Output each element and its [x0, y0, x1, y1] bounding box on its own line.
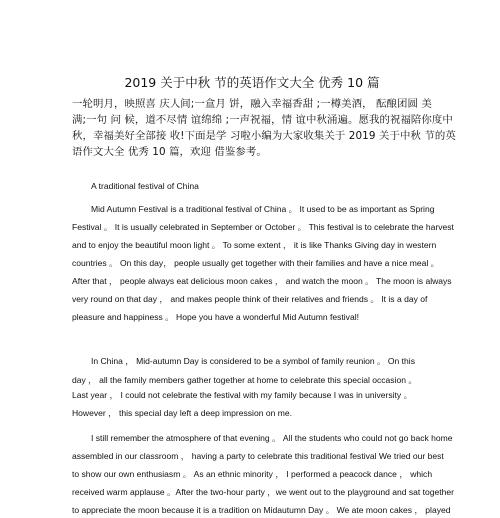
paragraph-line: Last year ， I could not celebrate the festival with my family because I was in university 。: [72, 390, 413, 400]
intro-line: 满;一句 问 候，道不尽情 谊绵绵 ;一声祝福，情 谊中秋涌遍。愿我的祝福陪你度中: [72, 114, 453, 126]
paragraph-line: to appreciate the moon because it is a tradition on Midautumn Day 。 We ate moon cakes ， played: [72, 505, 451, 515]
paragraph-line: and to enjoy the beautiful moon light 。 To some extent ， it is like Thanks Giving day in western: [72, 240, 437, 250]
paragraph-line: received warm applause 。After the two-hour party ，we went out to the playground and sat together: [72, 487, 454, 497]
paragraph-line: day ， all the family members gather together at home to celebrate this special occasion 。: [72, 375, 417, 385]
paragraph-line: However ， this special day left a deep impression on me.: [72, 408, 292, 418]
paragraph-line: Mid Autumn Festival is a traditional festival of China 。 It used to be as important as Spring: [91, 204, 435, 214]
intro-line: 语作文大全 优秀 10 篇，欢迎 借鉴参考。: [72, 146, 267, 158]
paragraph-line: After that ， people always eat delicious moon cakes ， and watch the moon 。 The moon is always: [72, 276, 452, 286]
paragraph-line: very round on that day ， and makes people think of their relatives and friends 。 It is a day of: [72, 294, 428, 304]
essay-title: A traditional festival of China: [91, 181, 199, 191]
paragraph-line: to show our own enthusiasm 。 As an ethnic minority ， I performed a peacock dance ， which: [72, 469, 433, 479]
paragraph-line: countries 。 On this day， people usually get together with their families and have a nice meal 。: [72, 258, 440, 268]
paragraph-line: pleasure and happiness 。 Hope you have a wonderful Mid Autumn festival!: [72, 312, 359, 322]
paragraph-line: I still remember the atmosphere of that evening 。 All the students who could not go back home: [91, 433, 453, 443]
intro-line: 一轮明月，映照喜 庆人间;一盒月 饼，融入幸福香甜 ;一樽美酒， 酝酿团圆 美: [72, 98, 432, 110]
paragraph-line: assembled in our classroom ， having a party to celebrate this traditional festival We tried our best: [72, 451, 444, 461]
paragraph-line: In China ， Mid-autumn Day is considered to be a symbol of family reunion 。 On this: [91, 356, 415, 366]
document-title: 2019 关于中秋 节的英语作文大全 优秀 10 篇: [124, 75, 380, 90]
intro-line: 秋，幸福美好全部接 收!下面是学 习啦小编为大家收集关于 2019 关于中秋 节的英: [72, 130, 456, 142]
paragraph-line: Festival 。 It is usually celebrated in September or October 。 This festival is to celebrate the harvest: [72, 222, 454, 232]
